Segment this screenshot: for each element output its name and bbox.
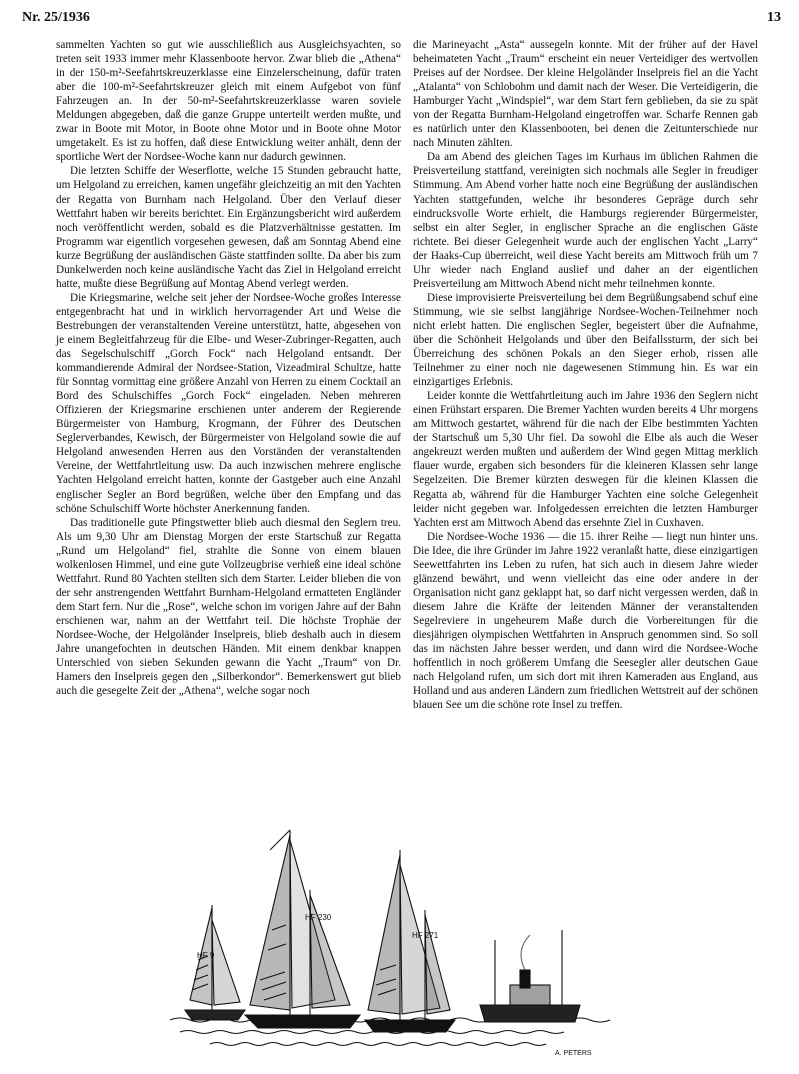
sailboat-right xyxy=(365,850,455,1032)
paragraph: sammelten Yachten so gut wie ausschließlich aus Ausgleichsyachten, so treten seit 1933 immer mehr Klassenboote hervor. Zwar blieb die „Athena“ in der 150-m²-Seefahrtskreuzerklasse eine Einzelerscheinung, dafür traten aber die 100-m²-Seefahrtskreuzer gleich mit einem Aufgebot von fünf Fahrzeugen an. In der 50-m²-Seefahrtskreuzerklasse waren soviele Meldungen abgegeben, daß die ganze Gruppe unterteilt werden mußte, und zwar in Boote mit Motor, in Boote ohne Motor und in Boote ohne Motor umgetakelt. Es ist zu hoffen, daß diese Entwicklung weiter anhält, denn der sportliche Wert der Nordsee-Woche kann nur dadurch gewinnen. xyxy=(56,39,401,164)
sail-number: HF 271 xyxy=(412,931,439,940)
paragraph: Die Nordsee-Woche 1936 — die 15. ihrer Reihe — liegt nun hinter uns. Die Idee, die ihre Gründer im Jahre 1922 veranlaßt hatte, diese einzigartigen Seewettfahrten ins Leben zu rufen, hat sich auch in diesem Jahre wieder glänzend bewährt, und wenn vielleicht das eine oder andere in der Organisation nicht ganz geklappt hat, so darf nicht vergessen werden, daß in diesem Jahre die Kräfte der leitenden Männer der veranstaltenden Segelreviere in ungeheurem Maße durch die Vorbereitungen für die diesjährigen olympischen Wettfahrten in Anspruch genommen sind. So soll das im nächsten Jahre besser werden, und dann wird die Nordsee-Woche hoffentlich in noch größerem Umfang die Seesegler aller deutschen Gaue nach Helgoland rufen, um sich dort mit ihren Kameraden aus England, aus Holland und aus anderen Ländern zum friedlichen Wettstreit auf der schönen blauen See um die schöne rote Insel zu treffen. xyxy=(413,530,758,712)
sailing-ships-illustration xyxy=(150,810,650,1065)
paragraph: Da am Abend des gleichen Tages im Kurhaus im üblichen Rahmen die Preisverteilung stattfand, vereinigten sich nochmals alle Segler in freudiger Stimmung. Am Abend vorher hatte noch eine Begrüßung der ausländischen Yachten stattgefunden, welche ihr besonderes Gepräge durch sehr eindrucksvolle Worte erhielt, die Hamburgs regierender Bürgermeister, selbst ein alter Segler, in englischer Sprache an die englischen Gäste richtete. Bei dieser Gelegenheit wurde auch der englischen Yacht „Larry“ der Haaks-Cup überreicht, weil diese Yacht bereits am Mittwoch früh um 7 Uhr wieder nach England auslief und daher an der eigentlichen Preisverteilung am Mittwoch Abend nicht mehr teilnehmen konnte. xyxy=(413,151,758,290)
left-column xyxy=(56,38,401,698)
paragraph: Die letzten Schiffe der Weserflotte, welche 15 Stunden gebraucht hatte, um Helgoland zu erreichen, kamen ungefähr gleichzeitig an mit den Yachten der Regatta von Burnham nach Helgoland. Über den Verlauf dieser Wettfahrt haben wir bereits berichtet. Ein Ergänzungsbericht wird außerdem noch veröffentlicht werden, sobald es die Platzverhältnisse gestatten. Im Programm war eigentlich vorgesehen gewesen, daß am Sonntag Abend eine kurze Begrüßung der ausländischen Gäste stattfinden sollte. Da aber bis zum Dunkelwerden noch keine ausländische Yacht das Ziel in Helgoland erreicht hatte, mußte diese Begrüßung auf Montag Abend verlegt werden. xyxy=(56,165,401,290)
sailboat-left xyxy=(185,905,245,1020)
sail-number: HF 9 xyxy=(197,951,215,960)
page-number: 13 xyxy=(767,10,781,25)
issue-number: Nr. 25/1936 xyxy=(22,10,90,25)
paragraph: Leider konnte die Wettfahrtleitung auch im Jahre 1936 den Seglern nicht einen Frühstart ersparen. Die Bremer Yachten wurden bereits 4 Uhr morgens am Mittwoch gestartet, während für die nach der Elbe bestimmten Yachten der Startschuß um 5,30 Uhr fiel. Da sowohl die Elbe als auch die Weser angekreuzt werden mußten und außerdem der Wind gegen Mittag merklich flauer wurde, ergaben sich besonders für die kleineren Klassen sehr lange Segelzeiten. Die Bremer kürzten deswegen für die kleinen Klassen die Regatta ab, während für die Hamburger Yachten eine solche Gelegenheit leider nicht gegeben war. Infolgedessen erreichten die letzten Hamburger Yachten erst am Mittwoch Abend das ersehnte Ziel in Cuxhaven. xyxy=(413,390,758,529)
steamship xyxy=(480,930,580,1022)
paragraph: die Marineyacht „Asta“ aussegeln konnte. Mit der früher auf der Havel beheimateten Yacht „Traum“ erscheint ein neuer Verteidiger des wertvollen Preises auf der Nordsee. Der kleine Helgoländer Inselpreis fiel an die Yacht „Atalanta“ von Schlobohm und damit nach der Weser. Die Verteidigerin, die Hamburger Yacht „Windspiel“, war dem Start fern geblieben, da sie zu spät von der Regatta Burnham-Helgoland eingetroffen war. Scharfe Rennen gab es natürlich unter den Klassenbooten, bei denen die Zeitunterschiede nur nach Minuten zählten. xyxy=(413,39,758,150)
paragraph: Die Kriegsmarine, welche seit jeher der Nordsee-Woche großes Interesse entgegenbracht hat und in wirklich hervorragender Art und Weise die Bestrebungen der veranstaltenden Vereine unterstützt, hatte, abgesehen von je einem Begleitfahrzeug für die Elbe- und Weser-Zubringer-Regatten, auch das Segelschulschiff „Gorch Fock“ nach Helgoland entsandt. Der kommandierende Admiral der Nordsee-Station, Vizeadmiral Schultze, hatte für Sonntag vormittag eine größere Anzahl von Herren zu einem Cocktail an Bord des Schulschiffes „Gorch Fock“ eingeladen. Neben mehreren Offizieren der Kriegsmarine erschienen unter anderem der Regierende Bürgermeister von Hamburg, Krogmann, der Führer des Deutschen Seglerverbandes, Kewisch, der Bürgermeister von Helgoland sowie die auf Helgoland anwesenden Herren aus den Vorständen der veranstaltenden Vereine, der Wettfahrtleitung usw. Da auch inzwischen mehrere englische Yachten Helgoland erreicht hatten, konnte der Gastgeber auch eine Anzahl englischer Segler an Bord begrüßen, welche über den Empfang und das schöne Schulschiff Worte höchster Anerkennung fanden. xyxy=(56,291,401,515)
sail-number: HF 230 xyxy=(305,913,332,922)
artist-signature: A. PETERS xyxy=(555,1050,592,1057)
right-column xyxy=(413,38,758,712)
page-header xyxy=(22,10,781,30)
sailboat-large xyxy=(245,830,360,1028)
paragraph: Das traditionelle gute Pfingstwetter blieb auch diesmal den Seglern treu. Als um 9,30 Uhr am Dienstag Morgen der erste Startschuß zur Regatta „Rund um Helgoland“ fiel, strahlte die Sonne von einem blauen wolkenlosen Himmel, und eine gute Vollzeugbrise verhieß eine ideal schöne Wettfahrt. Rund 80 Yachten stellten sich dem Starter. Leider blieben die von der sehr anstrengenden Wettfahrt Burnham-Helgoland ermatteten Engländer dem Start fern. Nur die „Rose“, welche schon im vorigen Jahre auf der Bahn erschienen war, nahm an der Wettfahrt teil. Die höchste Trophäe der Nordsee-Woche, der Helgoländer Inselpreis, blieb deshalb auch in diesem Jahre unangefochten in deutschen Händen. Mit einem denkbar knappen Unterschied von sieben Sekunden gewann die Yacht „Traum“ von Dr. Hamers den Inselpreis gegen den „Silberkondor“. Bemerkenswert gut blieb auch die gesegelte Zeit der „Athena“, welche sogar noch xyxy=(56,516,401,698)
paragraph: Diese improvisierte Preisverteilung bei dem Begrüßungsabend schuf eine Stimmung, wie sie selbst langjährige Nordsee-Wochen-Teilnehmer noch nicht erlebt hatten. Die englischen Segler, begeistert über die Aufnahme, über die Schönheit Helgolands und über den Beifallssturm, der sich bei Überreichung des schönen Pokals an den Sieger erhob, rissen alle Teilnehmer zu einer noch nie dagewesenen Stimmung hin. Es war ein einzigartiges Erlebnis. xyxy=(413,291,758,389)
